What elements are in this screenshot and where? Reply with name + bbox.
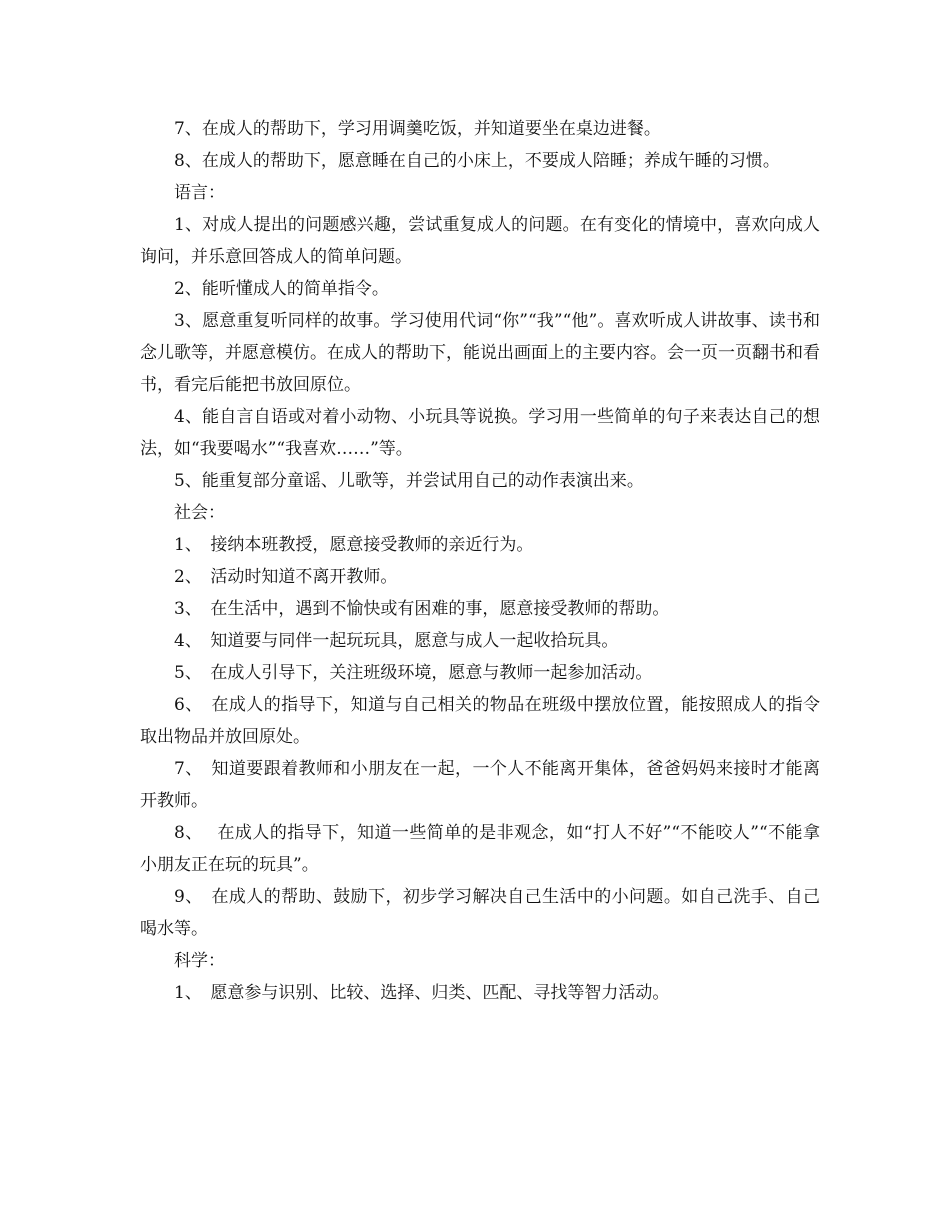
paragraph-social-6: 6、 在成人的指导下，知道与自己相关的物品在班级中摆放位置，能按照成人的指令取出物品并放回原处。 (140, 695, 820, 747)
paragraph-social-5: 5、 在成人引导下，关注班级环境，愿意与教师一起参加活动。 (174, 663, 653, 683)
section-heading-language: 语言： (174, 183, 225, 203)
paragraph-language-5: 5、能重复部分童谣、儿歌等，并尝试用自己的动作表演出来。 (174, 471, 644, 491)
document-body (140, 113, 820, 1009)
paragraph-social-9: 9、 在成人的帮助、鼓励下，初步学习解决自己生活中的小问题。如自己洗手、自己喝水等。 (140, 887, 820, 939)
paragraph-social-2: 2、 活动时知道不离开教师。 (174, 567, 398, 587)
paragraph-science-1: 1、 愿意参与识别、比较、选择、归类、匹配、寻找等智力活动。 (174, 983, 670, 1003)
paragraph-self-care-8: 8、在成人的帮助下，愿意睡在自己的小床上，不要成人陪睡；养成午睡的习惯。 (174, 151, 780, 171)
paragraph-language-4: 4、能自言自语或对着小动物、小玩具等说换。学习用一些简单的句子来表达自己的想法，如“我要喝水”“我喜欢……”等。 (140, 407, 820, 459)
paragraph-self-care-7: 7、在成人的帮助下，学习用调羹吃饭，并知道要坐在桌边进餐。 (174, 119, 661, 139)
paragraph-language-2: 2、能听懂成人的简单指令。 (174, 279, 389, 299)
section-heading-social: 社会： (174, 503, 225, 523)
paragraph-social-8: 8、 在成人的指导下，知道一些简单的是非观念，如“打人不好”“不能咬人”“不能拿小朋友正在玩的玩具”。 (140, 823, 820, 875)
paragraph-social-3: 3、 在生活中，遇到不愉快或有困难的事，愿意接受教师的帮助。 (174, 599, 670, 619)
paragraph-social-1: 1、 接纳本班教授，愿意接受教师的亲近行为。 (174, 535, 534, 555)
paragraph-language-1: 1、对成人提出的问题感兴趣，尝试重复成人的问题。在有变化的情境中，喜欢向成人询问，并乐意回答成人的简单问题。 (140, 215, 820, 267)
paragraph-social-4: 4、 知道要与同伴一起玩玩具，愿意与成人一起收拾玩具。 (174, 631, 619, 651)
paragraph-social-7: 7、 知道要跟着教师和小朋友在一起，一个人不能离开集体，爸爸妈妈来接时才能离开教师。 (140, 759, 820, 811)
paragraph-language-3: 3、愿意重复听同样的故事。学习使用代词“你”“我”“他”。喜欢听成人讲故事、读书和念儿歌等，并愿意模仿。在成人的帮助下，能说出画面上的主要内容。会一页一页翻书和看书，看完后能把书放回原位。 (140, 311, 820, 395)
section-heading-science: 科学： (174, 951, 225, 971)
